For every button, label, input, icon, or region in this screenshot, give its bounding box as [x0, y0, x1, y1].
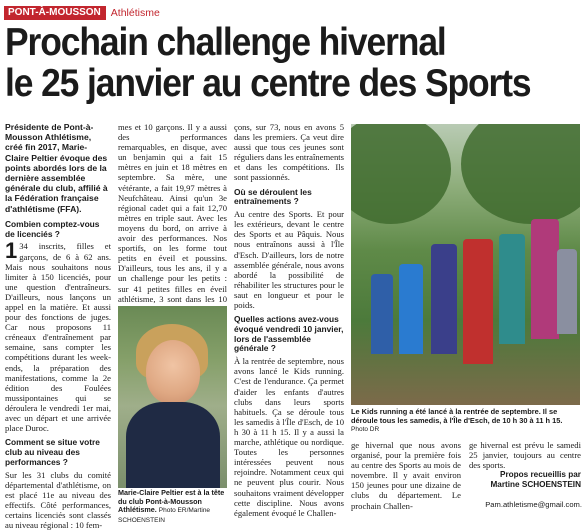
answer-licencies-text: 34 inscrits, filles et garçons, de 6 à 62 ans. Mais nous souhaitons nous limiter à 150 licenciés, pour une question d'entraîneurs. D'ailleurs, nous lançons un appel en la matière. Et aussi pour des fonctions de juges. Car nous proposons 11 créneaux d'entraînement par semaine, sans compter les compétitions durant les week-ends, la préparation des manifestations, comme la 2e édition des Foulées mussipontaines qui se déroulera le vendredi 1er mai, avec un départ et une arrivée place Duroc. [5, 241, 111, 434]
location-tag: PONT-À-MOUSSON [4, 6, 106, 20]
portrait-credit: Photo ER/Martine SCHOENSTEIN [118, 507, 211, 524]
contact-email[interactable]: Pam.athletisme@gmail.com. [485, 500, 582, 509]
intro-chapo: Présidente de Pont-à-Mousson Athlétisme, créé fin 2017, Marie-Claire Peltier évoque des points abordés lors de la dernière assemblée générale du club, affilié à la Fédération française d'athlétisme (FFA). [5, 122, 108, 214]
question-performances: Comment se situe votre club au niveau des performances ? [5, 437, 100, 467]
kids-running-photo [351, 124, 580, 405]
question-licencies: Combien comptez-vous de licenciés ? [5, 218, 100, 239]
column-1 [5, 122, 111, 530]
drop-cap: 1 [5, 238, 18, 264]
answer-actions: À la rentrée de septembre, nous avons lancé le Kids running. C'est de l'endurance. Ça permet d'aider les enfants d'autres clubs dans leurs sports habituels. Ça se déroule tous les samedis à l'Île d'Esch, de 10 h 30 à 11 h 15. Il y a aussi la marche, athlétique ou nordique. Toutes les personnes intéressées peuvent nous rejoindre. Notamment ceux qui ne peuvent plus courir. Nous souhaitons vraiment développer cette discipline. Nous avons également évoqué le Challen- [234, 356, 344, 518]
portrait-caption [118, 489, 228, 525]
column-2 [118, 122, 227, 314]
kids-running-caption-text: Le Kids running a été lancé à la rentrée de septembre. Il se déroule tous les samedis, à l'Île d'Esch, de 10 h 30 à 11 h 15. [351, 407, 563, 425]
headline [5, 22, 539, 104]
answer-entrainements: Au centre des Sports. Et pour les extérieurs, devant le centre des Sports et au Pâquis. Nous nous entraînons aussi à l'Île d'Esch. D'ailleurs, lors de notre assemblée générale, nous avons abordé la possibilité de réhabiliter les structures pour le saut en longueur et pour le poids. [234, 209, 344, 310]
headline-line-1: Prochain challenge hivernal [5, 21, 446, 64]
portrait-caption-text: Marie-Claire Peltier est à la tête du club Pont-à-Mousson Athlétisme. [118, 488, 225, 515]
answer-licencies [5, 238, 111, 434]
rubric [4, 6, 160, 20]
kids-running-credit: Photo DR [351, 426, 380, 433]
column-5-text: ge hivernal est prévu le samedi 25 janvier, toujours au centre des sports. [469, 440, 581, 471]
signature-line-2: Martine SCHOENSTEIN [490, 480, 581, 490]
answer-performances: Sur les 31 clubs du comité départemental d'athlétisme, on est placé 11e au niveau des effectifs. Côté performances, certains licenciés sont classés au niveau régional : 10 fem- [5, 469, 111, 530]
column-3-lead: çons, sur 73, nous en avons 5 dans les premiers. Ça veut dire aussi que tous ces jeunes sont réguliers dans les entraînements et dans les compétitions. Ils sont passionnés. [234, 122, 345, 183]
signature-line-1: Propos recueillis par [500, 470, 581, 480]
question-entrainements: Où se déroulent les entraînements ? [234, 186, 312, 207]
question-actions: Quelles actions avez-vous évoqué vendredi 10 janvier, lors de l'assemblée générale ? [234, 314, 344, 354]
column-2-text: mes et 10 garçons. Il y a aussi des performances remarquables, en disque, avec un benjamin qui a fait 15 mètres en juin et 18 mètres en septembre. Sa mère, une vétérante, a fait 19,97 mètres à Neufchâteau. Ainsi qu'un 3e régional cadet qui a fait 12,70 mètres en triple saut. Avec les moyens du bord, on arrive à avoir des performances. Nos sportifs, on les forme tout petits en éveil et poussins. D'ailleurs, tous les ans, il y a un challenge pour les petits : sur 41 petites filles en éveil athlétisme, 3 sont dans les 10 [118, 122, 227, 304]
column-4-text: ge hivernal que nous avons organisé, pour la première fois au centre des Sports au mois de novembre. Il y avait environ 150 jeunes pour une dizaine de clubs du département. Le prochain Challen- [351, 440, 461, 511]
headline-line-2: le 25 janvier au centre des Sports [5, 62, 531, 105]
column-5 [469, 440, 581, 490]
column-3 [234, 122, 344, 518]
kids-running-caption [351, 407, 583, 434]
portrait-photo [118, 306, 227, 488]
column-4 [351, 440, 461, 511]
category-label: Athlétisme [110, 7, 160, 19]
